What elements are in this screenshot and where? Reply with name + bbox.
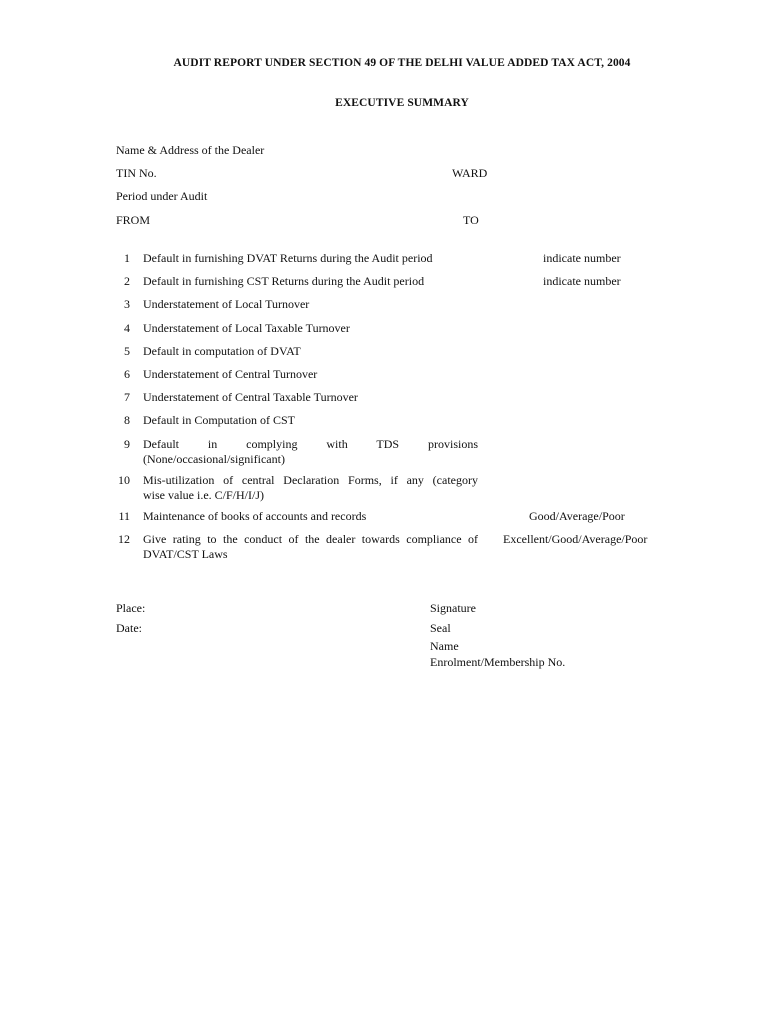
list-item: [116, 251, 676, 274]
item-number: 5: [124, 343, 130, 358]
item-number: 12: [118, 531, 130, 546]
item-number: 9: [124, 436, 130, 451]
from-label: FROM: [116, 213, 151, 227]
date-label: Date:: [116, 621, 142, 635]
list-item: [116, 344, 676, 367]
item-text-block: [143, 473, 478, 503]
list-item: [116, 473, 676, 509]
item-number: 4: [124, 320, 130, 335]
item-rating: Excellent/Good/Average/Poor: [503, 531, 648, 546]
report-subtitle: EXECUTIVE SUMMARY: [335, 97, 469, 109]
place-label: Place:: [116, 601, 146, 615]
item-number: 6: [124, 366, 130, 381]
item-number: 7: [124, 390, 130, 405]
item-text: Maintenance of books of accounts and records: [143, 508, 367, 523]
summary-items-list: [116, 251, 676, 568]
item-text: Default in computation of DVAT: [143, 343, 301, 358]
item-text: Understatement of Central Taxable Turnover: [143, 390, 358, 405]
list-item: [116, 297, 676, 320]
item-number: 2: [124, 274, 130, 289]
item-text-line2: (None/occasional/significant): [143, 451, 285, 466]
item-text: Understatement of Local Turnover: [143, 297, 310, 312]
item-text: Default in furnishing DVAT Returns during the Audit period: [143, 251, 433, 265]
list-item: [116, 367, 676, 390]
item-text-line2: DVAT/CST Laws: [143, 546, 228, 561]
item-text-line1: Mis-utilization of central Declaration Forms, if any (category: [143, 472, 478, 487]
name-label: Name: [430, 639, 459, 653]
item-text-line1: Give rating to the conduct of the dealer towards compliance of: [143, 531, 478, 546]
list-item: [116, 321, 676, 344]
item-number: 1: [124, 251, 130, 265]
item-text: Understatement of Local Taxable Turnover: [143, 320, 350, 335]
to-label: TO: [463, 213, 479, 227]
list-item: [116, 532, 676, 568]
item-rating: Good/Average/Poor: [529, 508, 625, 523]
item-text-line1: Default in complying with TDS provisions: [143, 436, 478, 451]
period-label: Period under Audit: [116, 189, 208, 203]
list-item: [116, 437, 676, 473]
item-text-block: [143, 437, 478, 467]
enrolment-label: Enrolment/Membership No.: [430, 655, 566, 669]
item-rating: indicate number: [543, 274, 621, 289]
item-rating: indicate number: [543, 251, 621, 265]
item-number: 11: [118, 508, 130, 523]
item-text: Default in furnishing CST Returns during the Audit period: [143, 274, 425, 289]
item-text: Default in Computation of CST: [143, 413, 295, 428]
item-text: Understatement of Central Turnover: [143, 366, 318, 381]
report-title: AUDIT REPORT UNDER SECTION 49 OF THE DELHI VALUE ADDED TAX ACT, 2004: [173, 57, 631, 69]
tin-label: TIN No.: [116, 166, 157, 180]
list-item: [116, 390, 676, 413]
ward-label: WARD: [452, 166, 488, 180]
signature-label: Signature: [430, 601, 476, 615]
list-item: [116, 274, 676, 297]
item-number: 3: [124, 297, 130, 312]
name-address-label: Name & Address of the Dealer: [116, 143, 265, 157]
list-item: [116, 509, 676, 532]
list-item: [116, 413, 676, 436]
seal-label: Seal: [430, 621, 451, 635]
item-text-block: [143, 532, 478, 562]
item-number: 10: [118, 472, 130, 487]
item-number: 8: [124, 413, 130, 428]
item-text-line2: wise value i.e. C/F/H/I/J): [143, 487, 264, 502]
